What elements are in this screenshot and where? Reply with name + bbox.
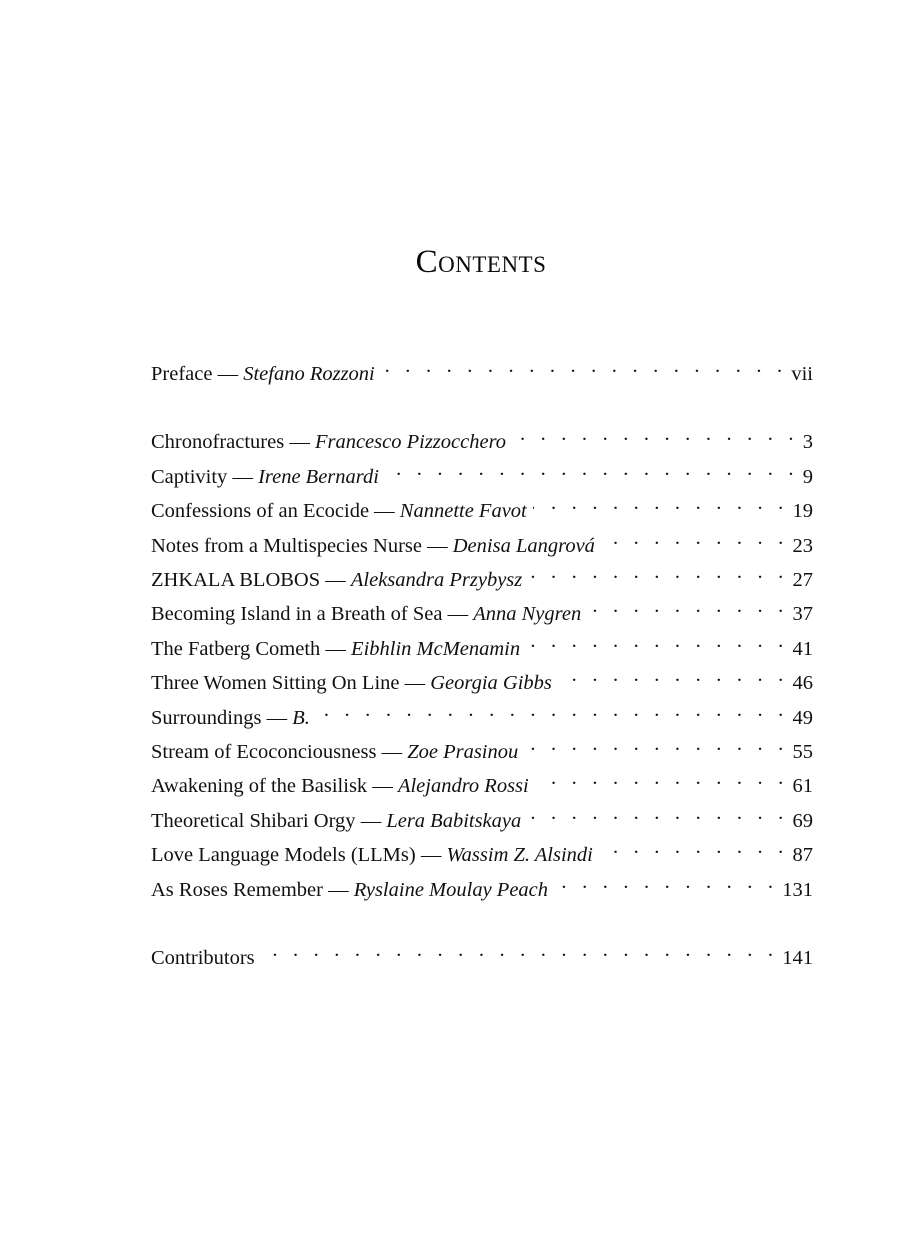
toc-entry-the-fatberg-cometh[interactable] — [151, 627, 813, 660]
entry-page-number: 19 — [789, 497, 814, 525]
entry-page-number: 69 — [789, 807, 814, 835]
entry-page-number: 23 — [789, 532, 814, 560]
entry-page-number: 37 — [789, 600, 814, 628]
dot-leader — [599, 833, 789, 861]
entry-title: Three Women Sitting On Line — [151, 672, 400, 694]
entry-page-number: 46 — [789, 669, 814, 697]
entry-separator: — — [422, 535, 453, 557]
entry-label — [151, 772, 535, 800]
dot-leader — [535, 764, 789, 792]
dot-leader — [512, 420, 799, 448]
entry-page-number: vii — [787, 360, 813, 388]
entry-page-number: 141 — [778, 944, 813, 972]
dot-leader — [385, 455, 799, 483]
toc-entry-chronofractures[interactable] — [151, 420, 813, 453]
entry-title: Awakening of the Basilisk — [151, 775, 368, 797]
entry-title: Stream of Ecoconciousness — [151, 741, 377, 763]
entry-label — [151, 876, 554, 904]
dot-leader — [601, 524, 789, 552]
entry-page-number: 3 — [799, 428, 813, 456]
entry-title: ZHKALA BLOBOS — [151, 569, 321, 591]
dot-leader — [527, 799, 788, 827]
entry-author: Ryslaine Moulay Peach — [353, 879, 549, 901]
entry-page-number: 87 — [789, 841, 814, 869]
entry-title: Becoming Island in a Breath of Sea — [151, 603, 443, 625]
entry-author: Wassim Z. Alsindi — [446, 844, 593, 866]
entry-title: Confessions of an Ecocide — [151, 500, 370, 522]
entry-label — [151, 532, 601, 560]
dot-leader — [381, 352, 788, 380]
entry-page-number: 131 — [778, 876, 813, 904]
entry-separator: — — [399, 672, 431, 694]
dot-leader — [261, 936, 779, 964]
dot-leader — [533, 489, 789, 517]
entry-label — [151, 841, 599, 869]
entry-author: B. — [292, 707, 310, 729]
entry-title: Love Language Models (LLMs) — [151, 844, 416, 866]
entry-label — [151, 944, 261, 972]
toc-entry-awakening-of-the-basilisk[interactable] — [151, 764, 813, 797]
entry-author: Denisa Langrová — [452, 535, 595, 557]
entry-page-number: 41 — [789, 635, 814, 663]
toc-entry-as-roses-remember[interactable] — [151, 868, 813, 901]
entry-separator: — — [322, 879, 354, 901]
entry-separator: — — [212, 363, 244, 385]
dot-leader — [558, 661, 789, 689]
entry-separator: — — [367, 775, 398, 797]
entry-separator: — — [376, 741, 408, 763]
entry-separator: — — [415, 844, 447, 866]
entry-separator: — — [284, 431, 315, 453]
toc-entry-captivity[interactable] — [151, 455, 813, 488]
entry-author: Lera Babitskaya — [386, 810, 522, 832]
toc-entry-surroundings[interactable] — [151, 696, 813, 729]
entry-page-number: 55 — [789, 738, 814, 766]
toc-entry-confessions-of-an-ecocide[interactable] — [151, 489, 813, 522]
entry-author: Georgia Gibbs — [430, 672, 552, 694]
entry-title: Notes from a Multispecies Nurse — [151, 535, 422, 557]
toc-entry-notes-from-a-multispecies-nurse[interactable] — [151, 524, 813, 557]
entry-author: Zoe Prasinou — [407, 741, 519, 763]
entry-separator: — — [261, 707, 293, 729]
entry-title: As Roses Remember — [151, 879, 323, 901]
toc-entry-zhkala-blobos[interactable] — [151, 558, 813, 591]
dot-leader — [528, 558, 788, 586]
toc-entry-contributors[interactable] — [151, 936, 813, 969]
entry-title: The Fatberg Cometh — [151, 638, 321, 660]
entry-author: Irene Bernardi — [258, 466, 379, 488]
entry-label — [151, 807, 527, 835]
dot-leader — [526, 627, 788, 655]
entry-label — [151, 360, 381, 388]
toc-entry-theoretical-shibari-orgy[interactable] — [151, 799, 813, 832]
entry-label — [151, 704, 316, 732]
entry-author: Aleksandra Przybysz — [350, 569, 523, 591]
entry-label — [151, 669, 558, 697]
entry-separator: — — [320, 638, 352, 660]
dot-leader — [524, 730, 788, 758]
entry-page-number: 27 — [789, 566, 814, 594]
dot-leader — [554, 868, 778, 896]
toc-entry-becoming-island[interactable] — [151, 592, 813, 625]
entry-title: Chronofractures — [151, 431, 285, 453]
entry-title: Surroundings — [151, 707, 262, 729]
entry-label — [151, 428, 512, 456]
toc-entry-three-women-sitting-on-line[interactable] — [151, 661, 813, 694]
entry-page-number: 49 — [789, 704, 814, 732]
toc-entry-stream-of-ecoconciousness[interactable] — [151, 730, 813, 763]
toc-entry-love-language-models[interactable] — [151, 833, 813, 866]
entry-title: Preface — [151, 363, 213, 385]
entry-label — [151, 566, 528, 594]
entry-label — [151, 497, 533, 525]
entry-author: Nannette Favot — [399, 500, 527, 522]
entry-separator: — — [227, 466, 259, 488]
toc-entry-preface[interactable] — [151, 352, 813, 385]
entry-page-number: 9 — [799, 463, 813, 491]
entry-label — [151, 463, 385, 491]
dot-leader — [316, 696, 789, 724]
entry-author: Anna Nygren — [473, 603, 582, 625]
entry-page-number: 61 — [789, 772, 814, 800]
entry-label — [151, 635, 526, 663]
entry-title: Captivity — [151, 466, 228, 488]
entry-author: Francesco Pizzocchero — [314, 431, 507, 453]
entry-label — [151, 600, 587, 628]
entry-separator: — — [442, 603, 474, 625]
entry-separator: — — [369, 500, 400, 522]
entry-label — [151, 738, 524, 766]
entry-separator: — — [320, 569, 351, 591]
entry-separator: — — [355, 810, 387, 832]
entry-author: Alejandro Rossi — [397, 775, 529, 797]
entry-author: Stefano Rozzoni — [243, 363, 375, 385]
dot-leader — [587, 592, 788, 620]
entry-title: Contributors — [151, 947, 255, 969]
contents-heading: Contents — [415, 244, 547, 280]
entry-title: Theoretical Shibari Orgy — [151, 810, 356, 832]
entry-author: Eibhlin McMenamin — [351, 638, 521, 660]
